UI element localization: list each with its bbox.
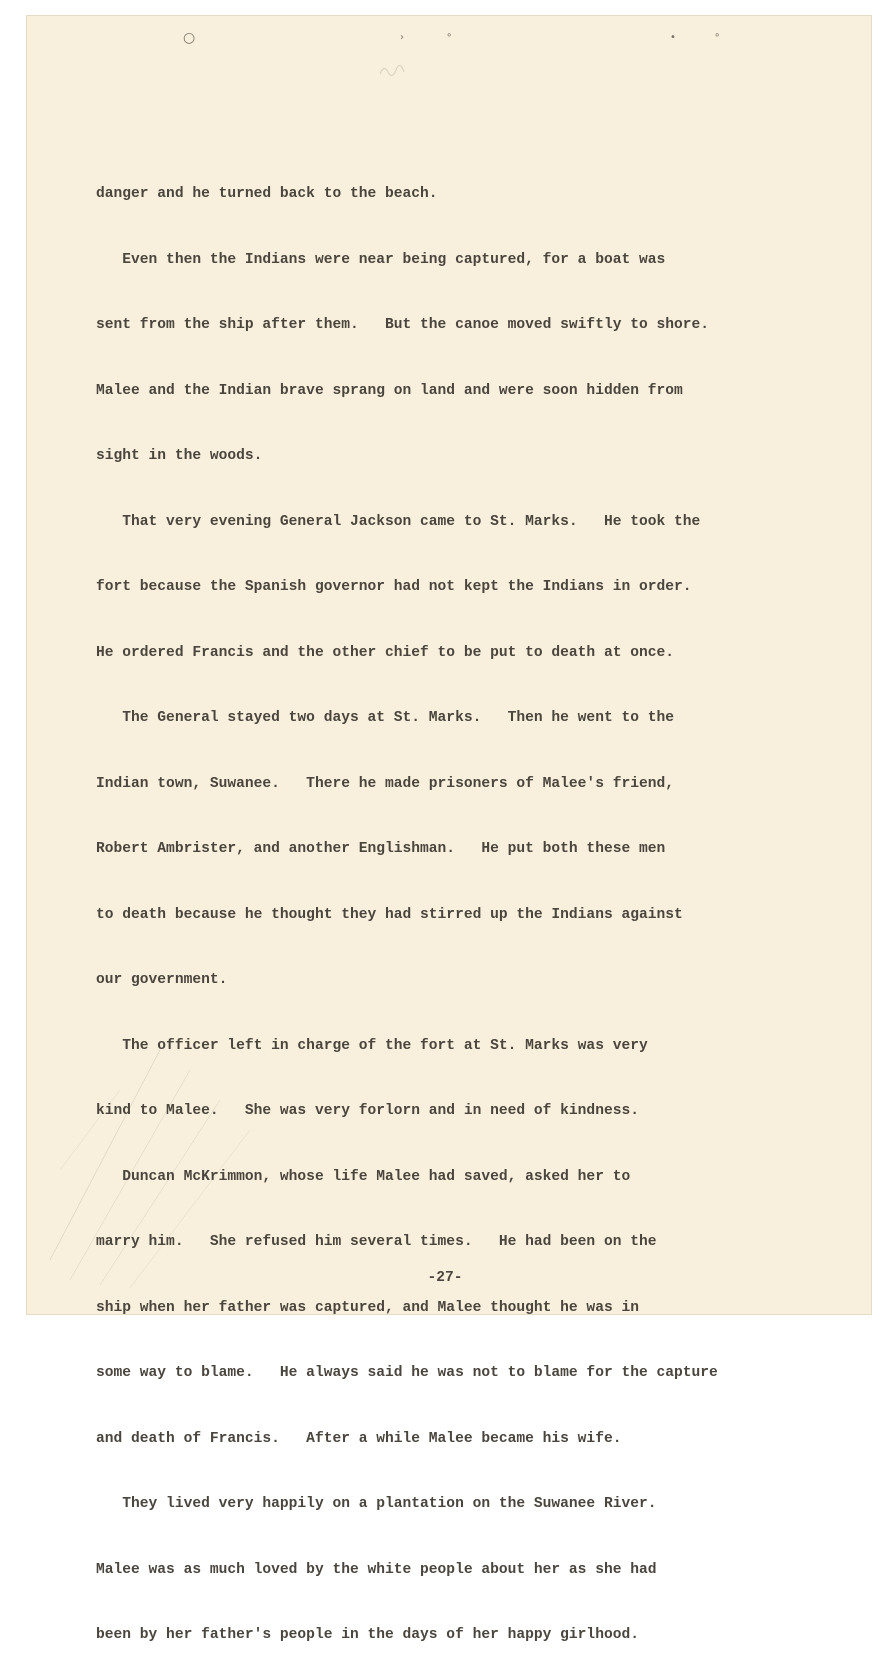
text-line: marry him. She refused him several times. He had been on the: [96, 1234, 657, 1250]
typed-body-text: [96, 146, 816, 1669]
text-line: kind to Malee. She was very forlorn and in need of kindness.: [96, 1103, 639, 1119]
punch-mark: ∘: [714, 30, 721, 41]
text-line: Indian town, Suwanee. There he made prisoners of Malee's friend,: [96, 775, 675, 792]
text-line: They lived very happily on a plantation on the Suwanee River.: [96, 1496, 657, 1512]
text-line: Even then the Indians were near being captured, for a boat was: [96, 251, 666, 268]
text-line: The General stayed two days at St. Marks. Then he went to the: [96, 710, 675, 726]
punch-mark: ∘: [446, 30, 453, 41]
punch-mark: ○: [183, 30, 196, 46]
text-line: and death of Francis. After a while Malee became his wife.: [96, 1430, 622, 1447]
punch-mark: •: [670, 32, 676, 43]
text-line: Robert Ambrister, and another Englishman. He put both these men: [96, 841, 666, 857]
text-line: to death because he thought they had stirred up the Indians against: [96, 906, 683, 923]
text-line: ship when her father was captured, and Malee thought he was in: [96, 1299, 639, 1316]
page-number: -27-: [427, 1270, 463, 1286]
punch-mark: ›: [400, 32, 404, 43]
text-line: danger and he turned back to the beach.: [96, 186, 438, 202]
text-line: been by her father's people in the days of her happy girlhood.: [96, 1627, 639, 1643]
text-line: Malee and the Indian brave sprang on land and were soon hidden from: [96, 382, 683, 399]
text-line: sent from the ship after them. But the canoe moved swiftly to shore.: [96, 317, 710, 333]
text-line: Duncan McKrimmon, whose life Malee had saved, asked her to: [96, 1168, 631, 1185]
text-line: The officer left in charge of the fort at St. Marks was very: [96, 1037, 648, 1054]
text-line: sight in the woods.: [96, 448, 263, 464]
text-line: our government.: [96, 972, 228, 988]
text-line: Malee was as much loved by the white people about her as she had: [96, 1561, 657, 1578]
text-line: some way to blame. He always said he was not to blame for the capture: [96, 1365, 718, 1381]
text-line: He ordered Francis and the other chief to be put to death at once.: [96, 644, 675, 661]
text-line: That very evening General Jackson came to St. Marks. He took the: [96, 513, 701, 530]
text-line: fort because the Spanish governor had not kept the Indians in order.: [96, 579, 692, 595]
faint-stamp: [378, 62, 406, 78]
